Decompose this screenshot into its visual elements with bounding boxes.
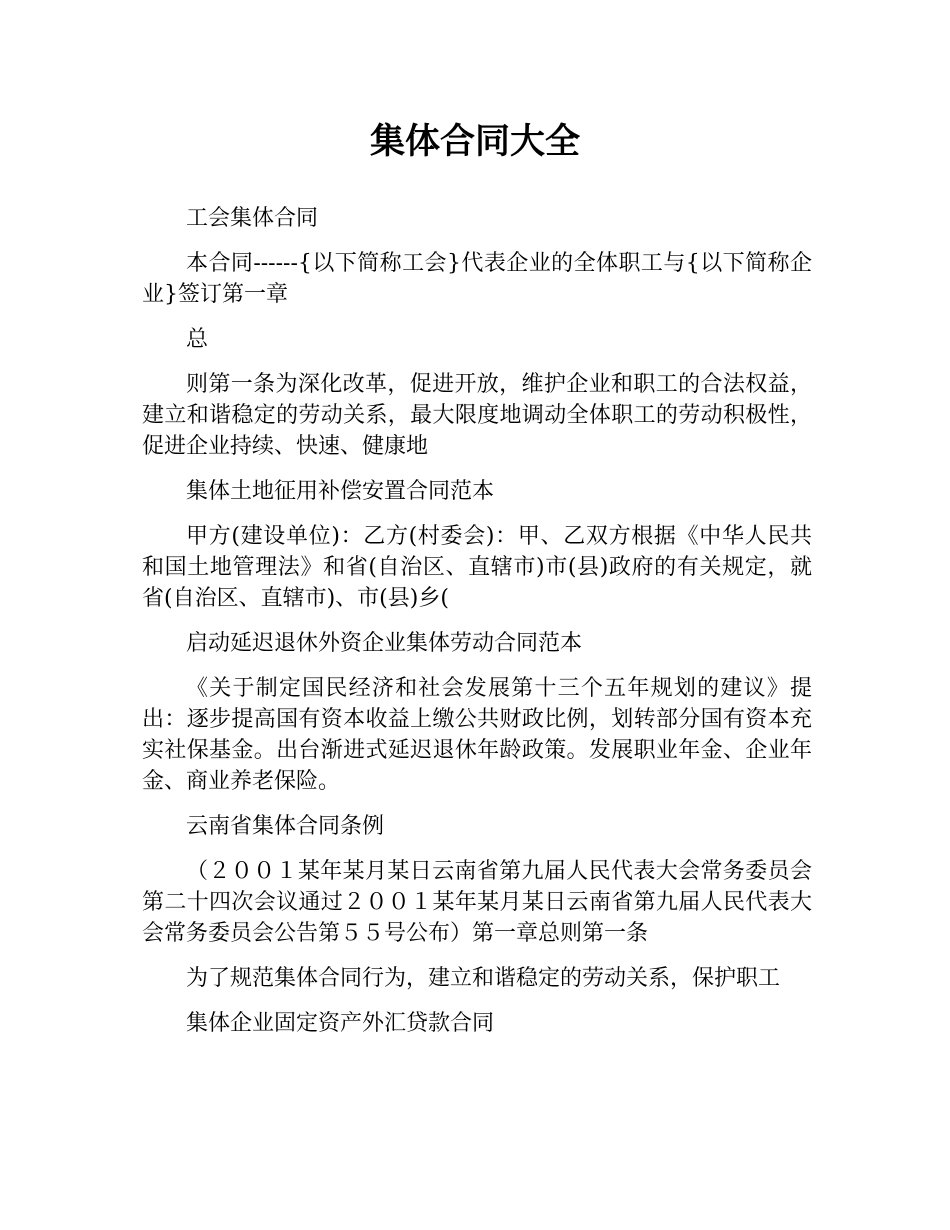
paragraph-10: （２００１某年某月某日云南省第九届人民代表大会常务委员会第二十四次会议通过２００１某年某月某日云南省第九届人民代表大会常务委员会公告第５５号公布）第一章总则第一条 [142,859,812,946]
document-title: 集体合同大全 [369,122,580,162]
paragraph-6: 甲方(建设单位)：乙方(村委会)：甲、乙双方根据《中华人民共和国土地管理法》和省(自治区、直辖市)市(县)政府的有关规定，就省(自治区、直辖市)、市(县)乡( [142,524,812,611]
paragraph-1: 工会集体合同 [186,206,319,231]
paragraph-4: 则第一条为深化改革，促进开放，维护企业和职工的合法权益，建立和谐稳定的劳动关系，最大限度地调动全体职工的劳动积极性，促进企业持续、快速、健康地 [142,372,812,459]
paragraph-9: 云南省集体合同条例 [186,814,385,839]
paragraph-12: 集体企业固定资产外汇贷款合同 [186,1011,495,1036]
paragraph-5: 集体土地征用补偿安置合同范本 [186,479,495,504]
paragraph-7: 启动延迟退休外资企业集体劳动合同范本 [186,631,583,656]
document-body [142,203,812,1053]
paragraph-2: 本合同------{以下简称工会}代表企业的全体职工与{以下简称企业}签订第一章 [142,251,812,307]
paragraph-8: 《关于制定国民经济和社会发展第十三个五年规划的建议》提出：逐步提高国有资本收益上缴公共财政比例，划转部分国有资本充实社保基金。出台渐进式延迟退休年龄政策。发展职业年金、企业年金、商业养老保险。 [142,676,812,794]
paragraph-11: 为了规范集体合同行为，建立和谐稳定的劳动关系，保护职工 [186,966,781,991]
paragraph-3: 总 [186,327,209,352]
